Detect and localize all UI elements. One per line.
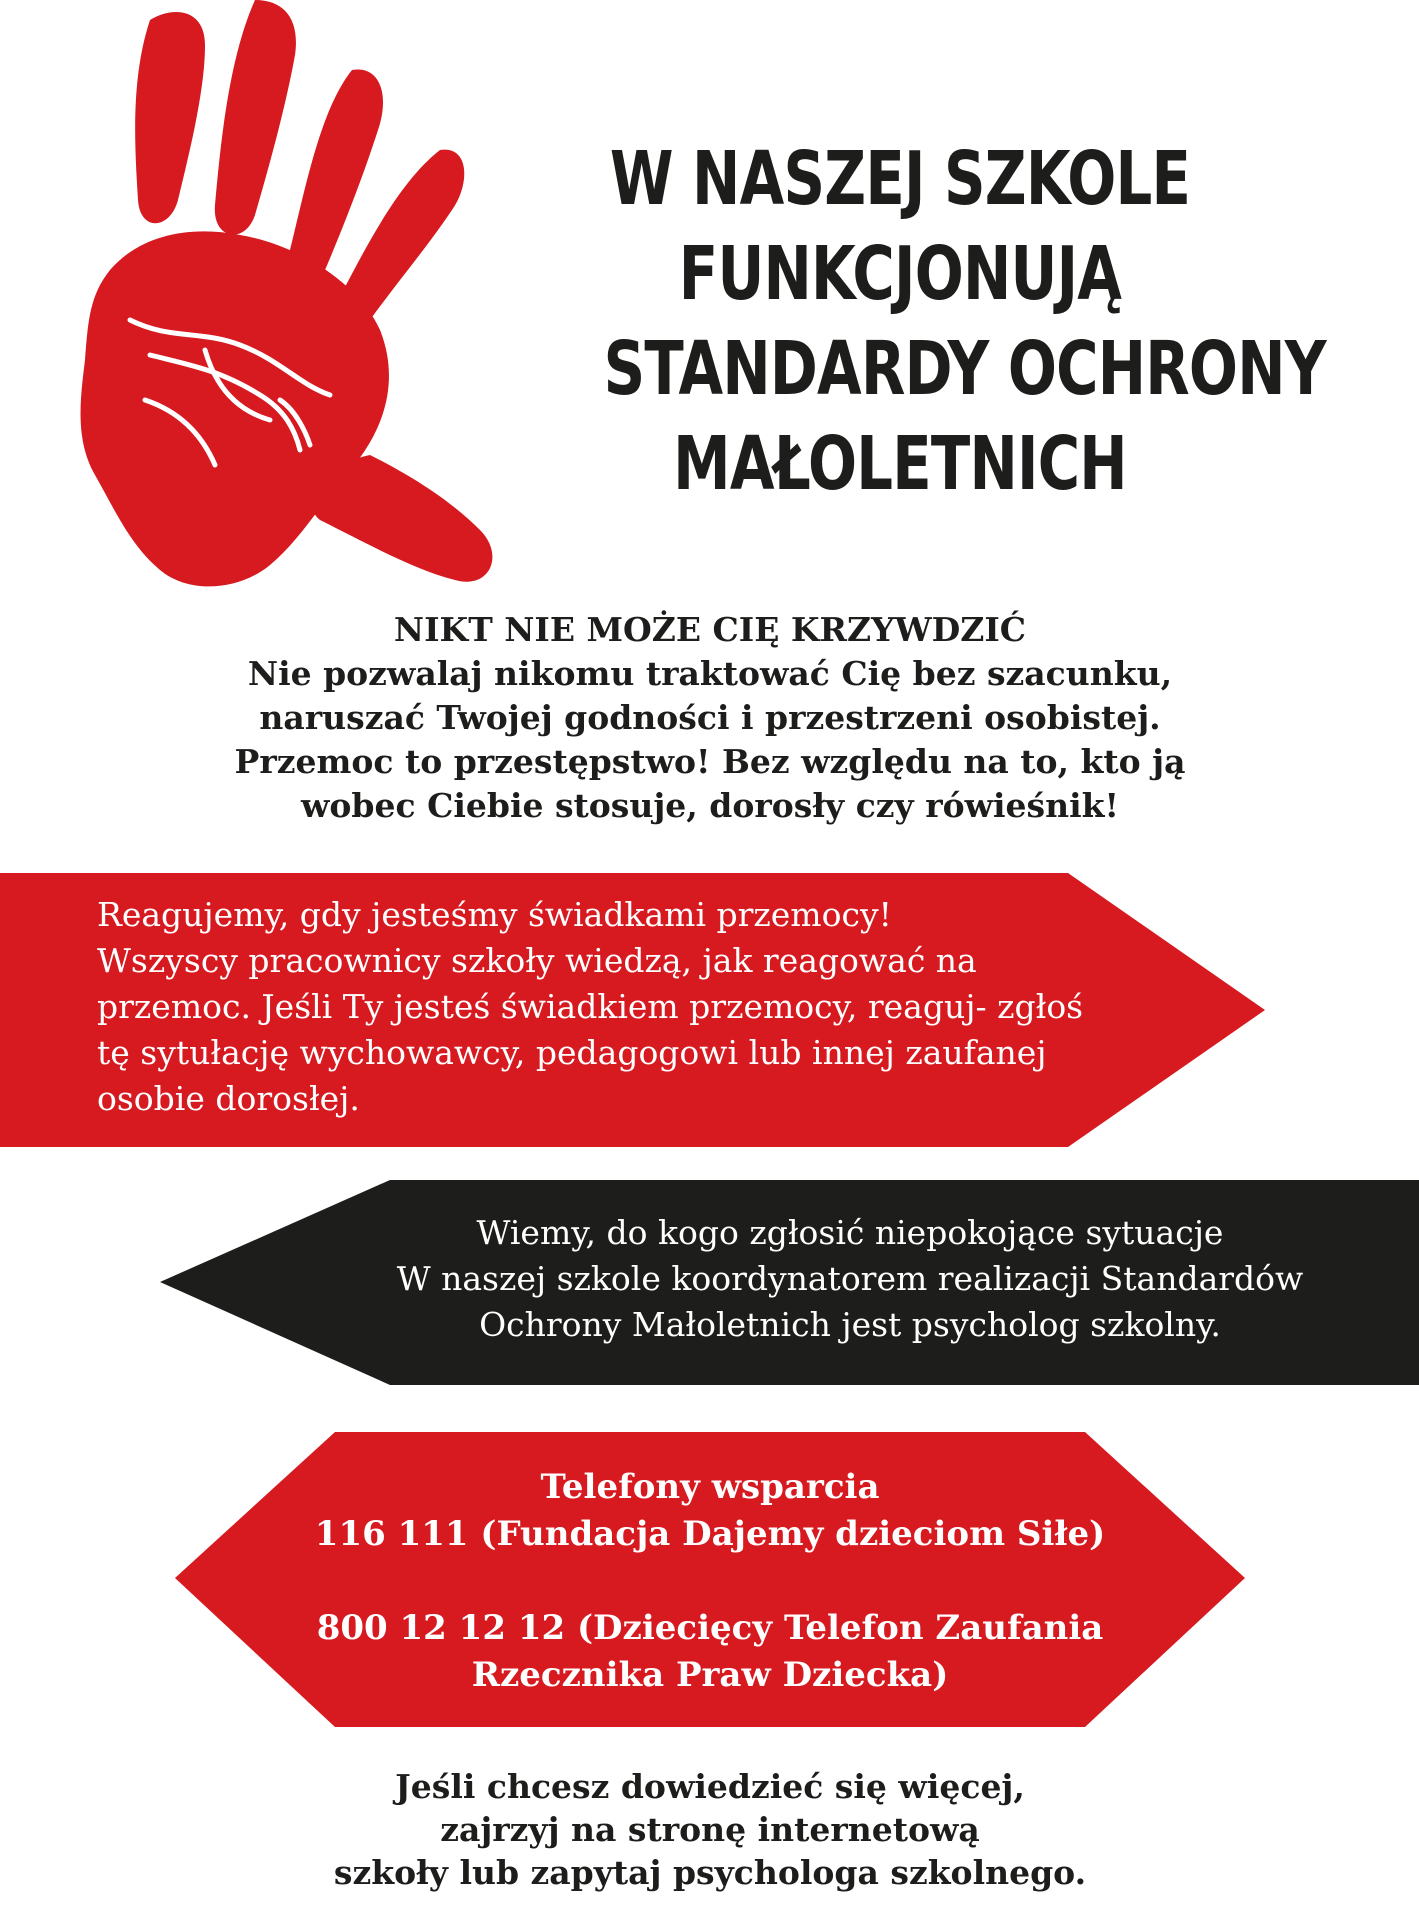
report-heading: Wiemy, do kogo zgłosić niepokojące sytuacje bbox=[476, 1213, 1224, 1252]
react-line: osobie dorosłej. bbox=[97, 1079, 360, 1118]
outro-line: Jeśli chcesz dowiedzieć się więcej, bbox=[395, 1767, 1025, 1806]
intro-line: naruszać Twojej godności i przestrzeni osobistej. bbox=[259, 698, 1161, 737]
title-line: STANDARDY OCHRONY bbox=[603, 326, 1326, 412]
outro-text bbox=[200, 1765, 1220, 1894]
react-line: przemoc. Jeśli Ty jesteś świadkiem przemocy, reaguj- zgłoś bbox=[97, 987, 1084, 1026]
react-heading: Reagujemy, gdy jesteśmy świadkami przemocy! bbox=[97, 895, 892, 934]
react-section bbox=[97, 892, 1197, 1122]
outro-line: zajrzyj na stronę internetową bbox=[440, 1810, 980, 1849]
phone-number-1: 116 111 (Fundacja Dajemy dzieciom Siłe) bbox=[314, 1514, 1106, 1554]
report-line: W naszej szkole koordynatorem realizacji Standardów bbox=[396, 1259, 1304, 1298]
outro-line: szkoły lub zapytaj psychologa szkolnego. bbox=[333, 1853, 1087, 1892]
phone-number-2: 800 12 12 12 (Dziecięcy Telefon Zaufania bbox=[316, 1608, 1104, 1648]
react-line: tę sytułację wychowawcy, pedagogowi lub innej zaufanej bbox=[97, 1033, 1047, 1072]
title-line: MAŁOLETNICH bbox=[673, 421, 1127, 507]
report-section bbox=[330, 1210, 1370, 1348]
phone-number-2-cont: Rzecznika Praw Dziecka) bbox=[471, 1655, 949, 1695]
intro-line: Przemoc to przestępstwo! Bez względu na to, kto ją bbox=[234, 742, 1186, 781]
intro-line: Nie pozwalaj nikomu traktować Cię bez szacunku, bbox=[247, 654, 1173, 693]
title-line: W NASZEJ SZKOLE bbox=[609, 136, 1191, 222]
phones-heading: Telefony wsparcia bbox=[540, 1467, 880, 1507]
title-line: FUNKCJONUJĄ bbox=[678, 231, 1122, 317]
react-line: Wszyscy pracownicy szkoły wiedzą, jak reagować na bbox=[97, 941, 977, 980]
phones-section bbox=[200, 1464, 1220, 1699]
intro-line: wobec Ciebie stosuje, dorosły czy rówieśnik! bbox=[301, 786, 1119, 825]
report-line: Ochrony Małoletnich jest psycholog szkolny. bbox=[479, 1305, 1221, 1344]
intro-heading: NIKT NIE MOŻE CIĘ KRZYWDZIĆ bbox=[393, 610, 1027, 649]
